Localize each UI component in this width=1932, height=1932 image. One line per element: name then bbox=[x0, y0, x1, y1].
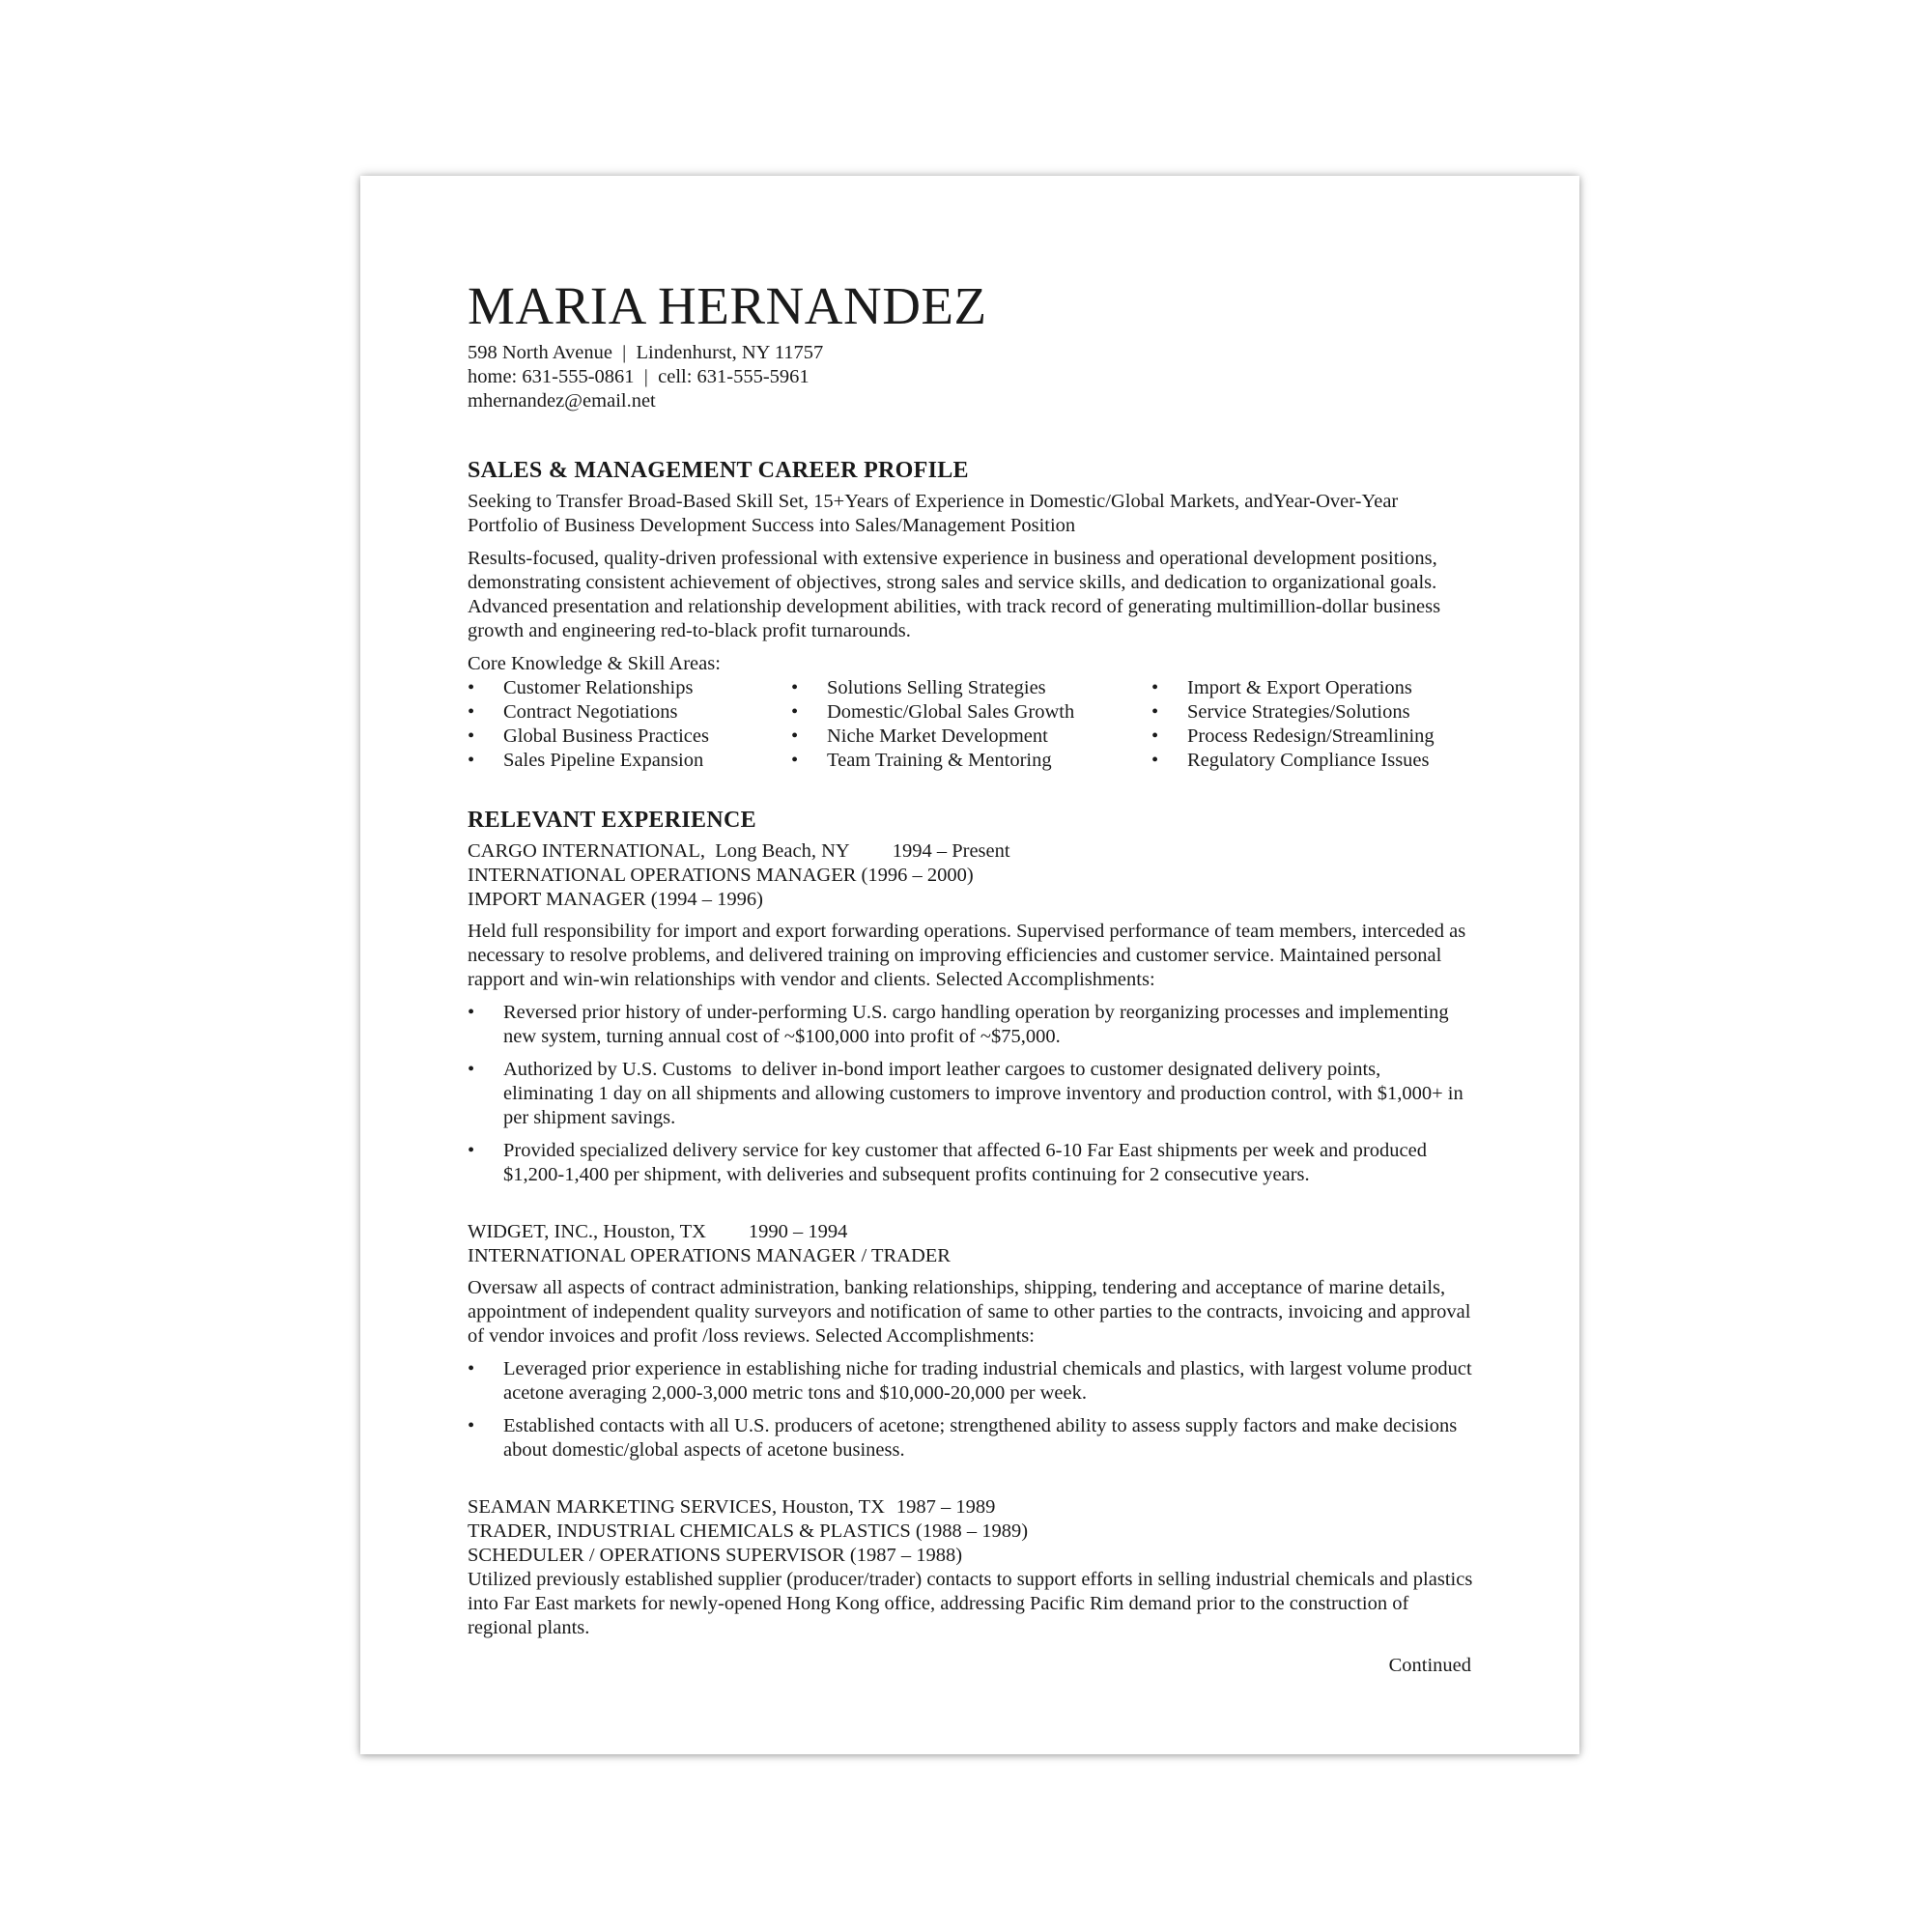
bullet-icon: • bbox=[791, 725, 799, 747]
accomplishment-item: • Established contacts with all U.S. producers of acetone; strengthened ability to assess supply factors and make decisions about domestic/global aspects of acetone business. bbox=[468, 1415, 1458, 1461]
bullet-icon: • bbox=[791, 701, 799, 723]
accomplishment-item: • Leveraged prior experience in establishing niche for trading industrial chemicals and plastics, with largest volume product acetone averaging 2,000-3,000 metric tons and $10,000-20,000 per week. bbox=[468, 1358, 1472, 1404]
bullet-icon: • bbox=[791, 750, 799, 771]
skill-item: • Solutions Selling Strategies bbox=[791, 677, 1046, 698]
job-header bbox=[468, 1495, 1473, 1568]
bullet-icon: • bbox=[1151, 750, 1159, 771]
skills-grid bbox=[468, 676, 1473, 773]
section-title-experience: RELEVANT EXPERIENCE bbox=[468, 808, 756, 833]
job-dates: 1990 – 1994 bbox=[748, 1221, 848, 1242]
profile-objective: Seeking to Transfer Broad-Based Skill Set, 15+Years of Experience in Domestic/Global Markets, andYear-Over-Year Portfolio of Business Development Success into Sales/Management Position bbox=[468, 491, 1399, 536]
contact-block bbox=[468, 341, 1473, 413]
profile-summary: Results-focused, quality-driven professional with extensive experience in business and operational development positions, demonstrating consistent achievement of objectives, strong sales and service skills, and dedication to organizational goals. Advanced presentation and relationship development abilities, with track record of generating multimillion-dollar business growth and engineering red-to-black profit turnarounds. bbox=[468, 548, 1441, 641]
phone-line: home: 631-555-0861 | cell: 631-555-5961 bbox=[468, 366, 810, 387]
job-role: IMPORT MANAGER (1994 – 1996) bbox=[468, 889, 763, 910]
job-header bbox=[468, 1220, 1473, 1268]
job-role: INTERNATIONAL OPERATIONS MANAGER (1996 – 2000) bbox=[468, 865, 974, 886]
job-company-line bbox=[468, 1220, 1473, 1244]
job-role: INTERNATIONAL OPERATIONS MANAGER / TRADER bbox=[468, 1245, 951, 1266]
job-entry bbox=[468, 1495, 1473, 1640]
address-line: 598 North Avenue | Lindenhurst, NY 11757 bbox=[468, 342, 824, 363]
job-role: SCHEDULER / OPERATIONS SUPERVISOR (1987 – 1988) bbox=[468, 1545, 963, 1566]
job-company-line bbox=[468, 839, 1473, 864]
job-company-line bbox=[468, 1495, 1473, 1520]
bullet-icon: • bbox=[468, 677, 475, 698]
skill-item: • Team Training & Mentoring bbox=[791, 750, 1052, 771]
bullet-icon: • bbox=[468, 750, 475, 771]
job-header bbox=[468, 839, 1473, 912]
bullet-icon: • bbox=[468, 1415, 475, 1436]
job-entry bbox=[468, 1220, 1473, 1463]
skill-item: • Sales Pipeline Expansion bbox=[468, 750, 704, 771]
accomplishment-item: • Provided specialized delivery service for key customer that affected 6-10 Far East shipments per week and produced $1,200-1,400 per shipment, with deliveries and subsequent profits continuing for 2 consecutive years. bbox=[468, 1140, 1427, 1185]
job-company: SEAMAN MARKETING SERVICES, Houston, TX bbox=[468, 1496, 885, 1518]
skill-item: • Niche Market Development bbox=[791, 725, 1048, 747]
bullet-icon: • bbox=[791, 677, 799, 698]
accomplishment-item: • Reversed prior history of under-performing U.S. cargo handling operation by reorganizing processes and implementing new system, turning annual cost of ~$100,000 into profit of ~$75,000. bbox=[468, 1002, 1454, 1047]
bullet-icon: • bbox=[1151, 725, 1159, 747]
job-description: Utilized previously established supplier (producer/trader) contacts to support efforts in selling industrial chemicals and plastics into Far East markets for newly-opened Hong Kong office, addressing Pacific Rim demand prior to the construction of regional plants. bbox=[468, 1569, 1473, 1638]
bullet-icon: • bbox=[468, 725, 475, 747]
section-title-profile: SALES & MANAGEMENT CAREER PROFILE bbox=[468, 458, 969, 483]
skill-item: • Regulatory Compliance Issues bbox=[1151, 750, 1430, 771]
job-dates: 1994 – Present bbox=[892, 840, 1010, 862]
job-company: CARGO INTERNATIONAL, Long Beach, NY bbox=[468, 840, 850, 862]
skill-item: • Domestic/Global Sales Growth bbox=[791, 701, 1075, 723]
skills-column-2 bbox=[791, 676, 1151, 773]
skills-column-3 bbox=[1151, 676, 1470, 773]
bullet-icon: • bbox=[468, 701, 475, 723]
job-dates: 1987 – 1989 bbox=[895, 1496, 996, 1518]
continued-label: Continued bbox=[1388, 1655, 1471, 1676]
applicant-name: MARIA HERNANDEZ bbox=[468, 276, 987, 335]
accomplishment-item: • Authorized by U.S. Customs to deliver in-bond import leather cargoes to customer designated delivery points, eliminating 1 day on all shipments and allowing customers to improve inventory and production control, with $1,000+ in per shipment savings. bbox=[468, 1059, 1468, 1128]
bullet-icon: • bbox=[1151, 701, 1159, 723]
skill-item: • Import & Export Operations bbox=[1151, 677, 1412, 698]
job-description: Held full responsibility for import and export forwarding operations. Supervised performance of team members, interceded as necessary to resolve problems, and delivered training on improving efficiencies and customer service. Maintained personal rapport and win-win relationships with vendor and clients. Selected Accomplishments: bbox=[468, 921, 1466, 990]
skills-column-1 bbox=[468, 676, 791, 773]
bullet-icon: • bbox=[468, 1002, 475, 1023]
accomplishment-list bbox=[468, 1357, 1473, 1463]
bullet-icon: • bbox=[468, 1140, 475, 1161]
job-description: Oversaw all aspects of contract administration, banking relationships, shipping, tendering and acceptance of marine details, appointment of independent quality surveyors and notification of same to other parties to the contracts, invoicing and approval of vendor invoices and profit /loss reviews. Selected Accomplishments: bbox=[468, 1277, 1471, 1347]
email-line: mhernandez@email.net bbox=[468, 390, 656, 412]
accomplishment-list bbox=[468, 1001, 1473, 1187]
bullet-icon: • bbox=[468, 1358, 475, 1379]
skill-item: • Process Redesign/Streamlining bbox=[1151, 725, 1435, 747]
skill-item: • Contract Negotiations bbox=[468, 701, 678, 723]
skill-item: • Service Strategies/Solutions bbox=[1151, 701, 1410, 723]
bullet-icon: • bbox=[468, 1059, 475, 1080]
skill-item: • Global Business Practices bbox=[468, 725, 709, 747]
job-entry bbox=[468, 839, 1473, 1187]
bullet-icon: • bbox=[1151, 677, 1159, 698]
job-role: TRADER, INDUSTRIAL CHEMICALS & PLASTICS (1988 – 1989) bbox=[468, 1520, 1029, 1542]
job-company: WIDGET, INC., Houston, TX bbox=[468, 1221, 706, 1242]
skills-label: Core Knowledge & Skill Areas: bbox=[468, 653, 721, 674]
resume-sheet bbox=[360, 176, 1579, 1754]
skill-item: • Customer Relationships bbox=[468, 677, 694, 698]
